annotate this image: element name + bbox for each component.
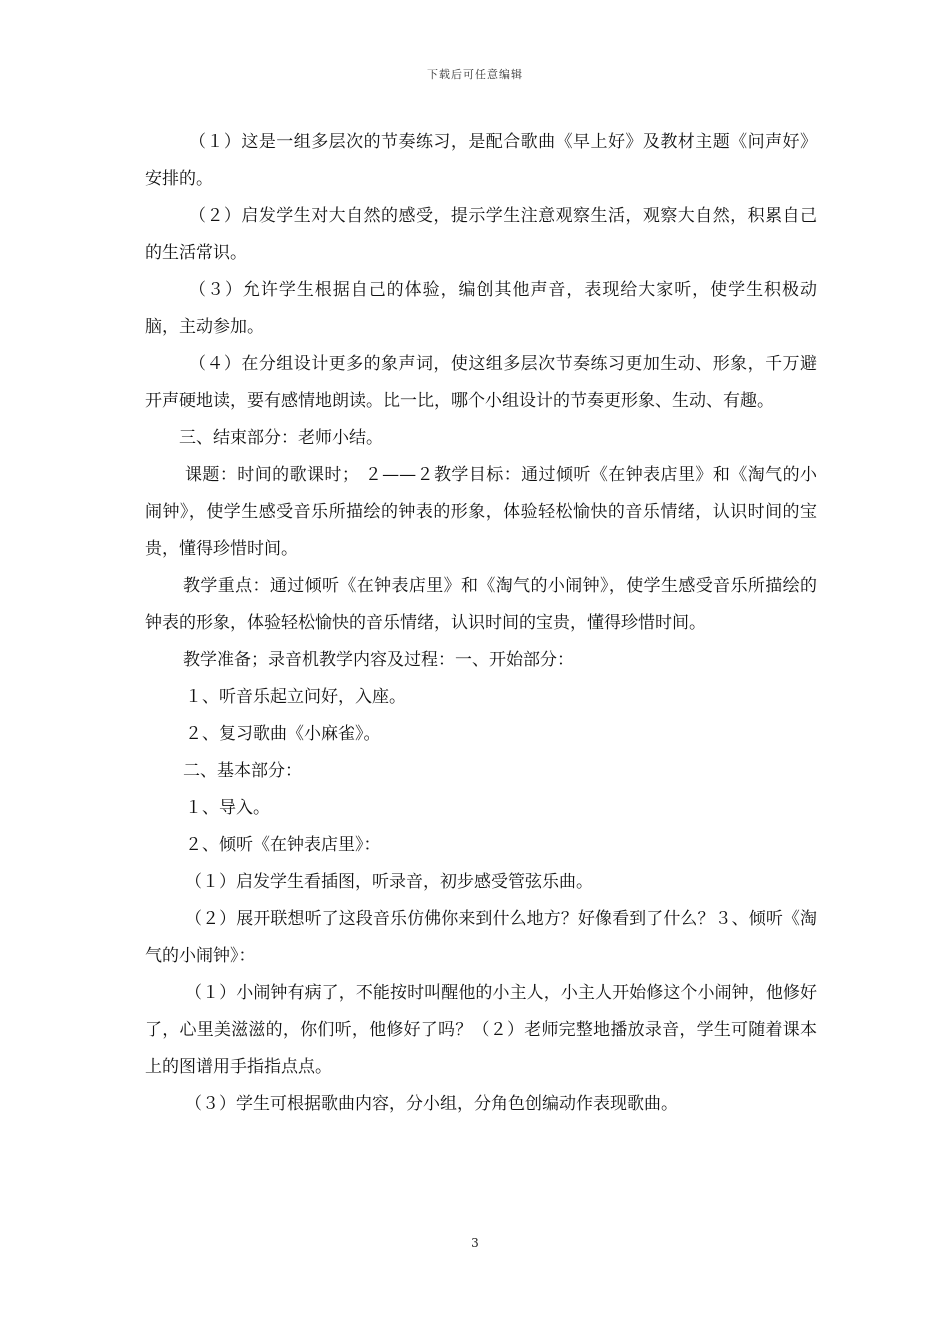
paragraph: （２）启发学生对大自然的感受，提示学生注意观察生活，观察大自然，积累自己的生活常识。	[145, 206, 817, 263]
paragraph: （３）学生可根据歌曲内容，分小组，分角色创编动作表现歌曲。	[185, 1094, 678, 1114]
paragraph: １、听音乐起立问好，入座。	[185, 687, 406, 707]
document-body	[145, 124, 817, 1123]
paragraph: （１）这是一组多层次的节奏练习，是配合歌曲《早上好》及教材主题《问声好》安排的。	[145, 132, 817, 189]
paragraph: （１）启发学生看插图，听录音，初步感受管弦乐曲。	[185, 872, 593, 892]
page-header: 下载后可任意编辑	[427, 68, 523, 81]
paragraph: ２、倾听《在钟表店里》：	[185, 835, 381, 855]
paragraph: １、导入。	[185, 798, 270, 818]
page-number: 3	[471, 1236, 479, 1250]
paragraph: 教学准备；录音机教学内容及过程：一、开始部分：	[183, 650, 574, 670]
paragraph: 三、结束部分：老师小结。	[179, 428, 383, 448]
paragraph: （４）在分组设计更多的象声词，使这组多层次节奏练习更加生动、形象，千万避开声硬地读，要有感情地朗读。比一比，哪个小组设计的节奏更形象、生动、有趣。	[145, 354, 817, 411]
paragraph: （２）展开联想听了这段音乐仿佛你来到什么地方？好像看到了什么？３、倾听《淘气的小闹钟》：	[145, 909, 817, 966]
paragraph: ２、复习歌曲《小麻雀》。	[185, 724, 381, 744]
paragraph: （３）允许学生根据自己的体验，编创其他声音，表现给大家听，使学生积极动脑，主动参加。	[145, 280, 817, 337]
paragraph: 课题：时间的歌课时； ２——２教学目标：通过倾听《在钟表店里》和《淘气的小闹钟》，使学生感受音乐所描绘的钟表的形象，体验轻松愉快的音乐情绪，认识时间的宝贵，懂得珍惜时间。	[145, 465, 817, 559]
paragraph: 教学重点：通过倾听《在钟表店里》和《淘气的小闹钟》，使学生感受音乐所描绘的钟表的形象，体验轻松愉快的音乐情绪，认识时间的宝贵，懂得珍惜时间。	[145, 576, 817, 633]
paragraph: （１）小闹钟有病了，不能按时叫醒他的小主人，小主人开始修这个小闹钟，他修好了，心里美滋滋的，你们听，他修好了吗？（２）老师完整地播放录音，学生可随着课本上的图谱用手指指点点。	[145, 983, 817, 1077]
paragraph: 二、基本部分：	[183, 761, 302, 781]
